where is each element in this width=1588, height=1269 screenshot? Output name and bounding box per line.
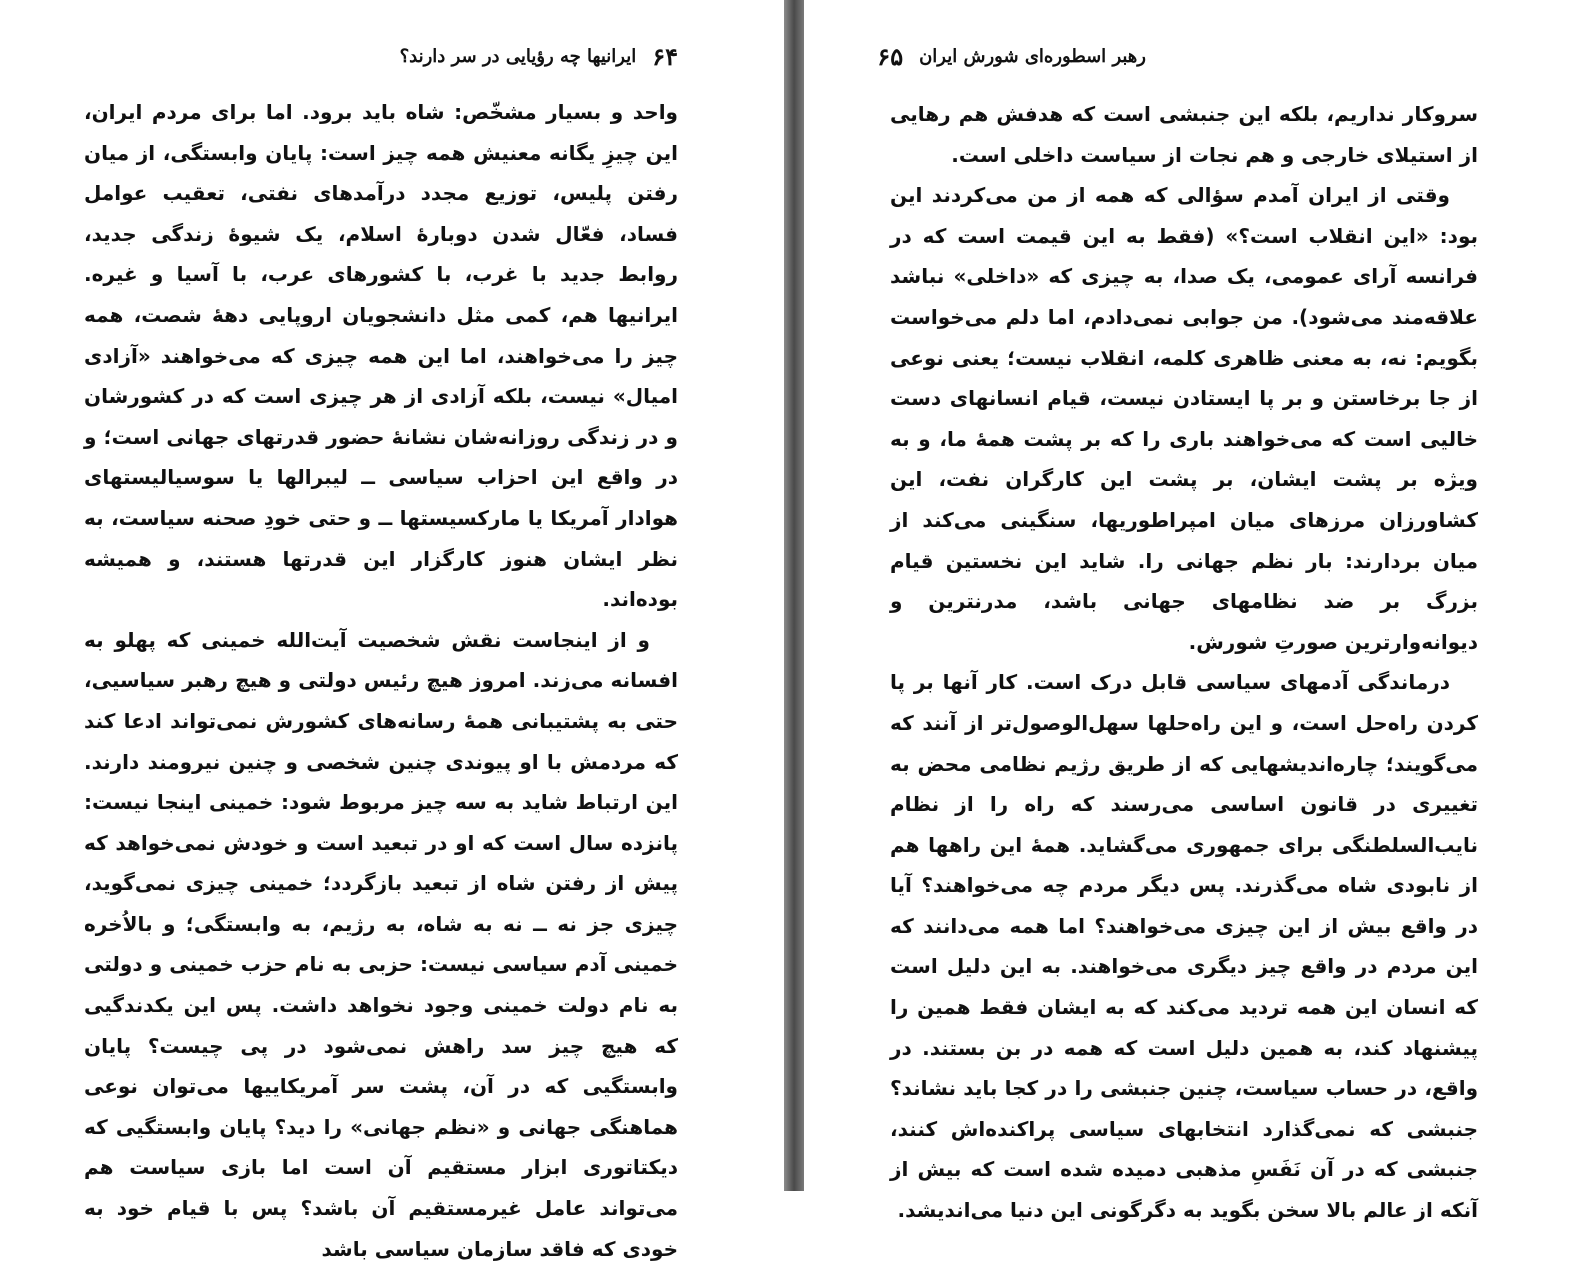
left-running-head-title: ایرانیها چه رؤیایی در سر دارند؟	[399, 45, 637, 67]
right-page	[804, 0, 1588, 1223]
left-body-text	[84, 92, 678, 1269]
right-body-text	[890, 94, 1478, 1231]
right-running-head-title: رهبر اسطوره‌ای شورش ایران	[919, 45, 1146, 67]
left-running-head	[400, 36, 678, 76]
left-paragraph-1: واحد و بسیار مشخّص: شاه باید برود. اما برای مردم ایران، این چیزِ یگانه معنیش همه چیز است: پایان وابستگی، از میان رفتن پلیس، توزیع مجدد درآمدهای نفتی، تعقیب عوامل فساد، فعّال شدن دوبارهٔ اسلام، یک شیوهٔ زندگی جدید، روابط جدید با غرب، با کشورهای عرب، با آسیا و غیره. ایرانیها هم، کمی مثل دانشجویان اروپایی دههٔ شصت، همه چیز را می‌خواهند، اما این همه چیزی که می‌خواهند «آزادی امیال» نیست، بلکه آزادی از هر چیزی است که در کشورشان و در زندگی روزانه‌شان نشانهٔ حضور قدرتهای جهانی است؛ و در واقع این احزاب سیاسی ــ لیبرالها یا سوسیالیستهای هوادار آمریکا یا مارکسیستها ــ و حتی خودِ صحنه سیاست، به نظر ایشان هنوز کارگزار این قدرتها هستند، و همیشه بوده‌اند.	[84, 100, 678, 612]
left-paragraph-2: و از اینجاست نقش شخصیت آیت‌الله خمینی که پهلو به افسانه می‌زند. امروز هیچ رئیس دولتی و هیچ رهبر سیاسیی، حتی به پشتیبانی همهٔ رسانه‌های کشورش نمی‌تواند ادعا کند که مردمش با او پیوندی چنین شخصی و چنین نیرومند دارند. این ارتباط شاید به سه چیز مربوط شود: خمینی اینجا نیست: پانزده سال است که او در تبعید است و خودش نمی‌خواهد که پیش از رفتن شاه از تبعید بازگردد؛ خمینی چیزی نمی‌گوید، چیزی جز نه ــ نه به شاه، به رژیم، به وابستگی؛ و بالاُخره خمینی آدم سیاسی نیست: حزبی به نام حزب خمینی و دولتی به نام دولت خمینی وجود نخواهد داشت. پس این یکدندگیی که هیچ چیز سد راهش نمی‌شود در پی چیست؟ پایان وابستگیی که در آن، پشت سر آمریکاییها می‌توان نوعی هماهنگی جهانی و «نظم جهانی» را دید؟ پایان وابستگیی که دیکتاتوری ابزار مستقیم آن است اما بازی سیاست هم می‌تواند عامل غیرمستقیم آن باشد؟ پس با قیام خود به خودی که فاقد سازمان سیاسی باشد	[84, 627, 678, 1261]
right-paragraph-1: سروکار نداریم، بلکه این جنبشی است که هدفش هم رهایی از استیلای خارجی و هم نجات از سیاست داخلی است.	[890, 102, 1478, 167]
left-page	[0, 0, 784, 1261]
right-paragraph-3: درماندگی آدمهای سیاسی قابل درک است. کار آنها بر پا کردن راه‌حل است، و این راه‌حلها سهل‌الوصول‌تر از آنند که می‌گویند؛ چاره‌اندیشهایی که از طریق رژیم نظامی محض به تغییری در قانون اساسی می‌رسند که راه را از نظام نایب‌السلطنگی برای جمهوری می‌گشاید. همهٔ این راهها هم از نابودی شاه می‌گذرند. پس دیگر مردم چه می‌خواهند؟ آیا در واقع بیش از این چیزی می‌خواهند؟ اما همه می‌دانند که این مردم در واقع چیز دیگری می‌خواهند. به این دلیل است که انسان این همه تردید می‌کند که به ایشان فقط همین را پیشنهاد کند، به همین دلیل است که همه در بن بستند. در واقع، در حساب سیاست، چنین جنبشی را در کجا باید نشاند؟ جنبشی که نمی‌گذارد انتخابهای سیاسی پراکنده‌اش کنند، جنبشی که در آن نَفَسِ مذهبی دمیده شده است که بیش از آنکه از عالم بالا سخن بگوید به دگرگونی این دنیا می‌اندیشد.	[890, 670, 1478, 1223]
right-running-head	[877, 36, 1146, 76]
left-page-number: ۶۴	[652, 41, 678, 71]
right-page-number: ۶۵	[877, 41, 904, 71]
book-spine-gutter	[784, 0, 804, 1191]
right-paragraph-2: وقتی از ایران آمدم سؤالی که همه از من می‌کردند این بود: «این انقلاب است؟» (فقط به این قیمت است که در فرانسه آرای عمومی، یک صدا، به چیزی که «داخلی» نباشد علاقه‌مند می‌شود). من جوابی نمی‌دادم، اما دلم می‌خواست بگویم: نه، به معنی ظاهری کلمه، انقلاب نیست؛ یعنی نوعی از جا برخاستن و بر پا ایستادن نیست، قیام انسانهای دست خالیی است که می‌خواهند باری را که بر پشت همهٔ ما، و به ویژه بر پشت ایشان، بر پشت این کارگران نفت، این کشاورزان مرزهای میان امپراطوریها، سنگینی می‌کند از میان بردارند: بار نظم جهانی را. شاید این نخستین قیام بزرگ بر ضد نظامهای جهانی باشد، مدرنترین و دیوانه‌وارترین صورتِ شورش.	[890, 183, 1478, 654]
